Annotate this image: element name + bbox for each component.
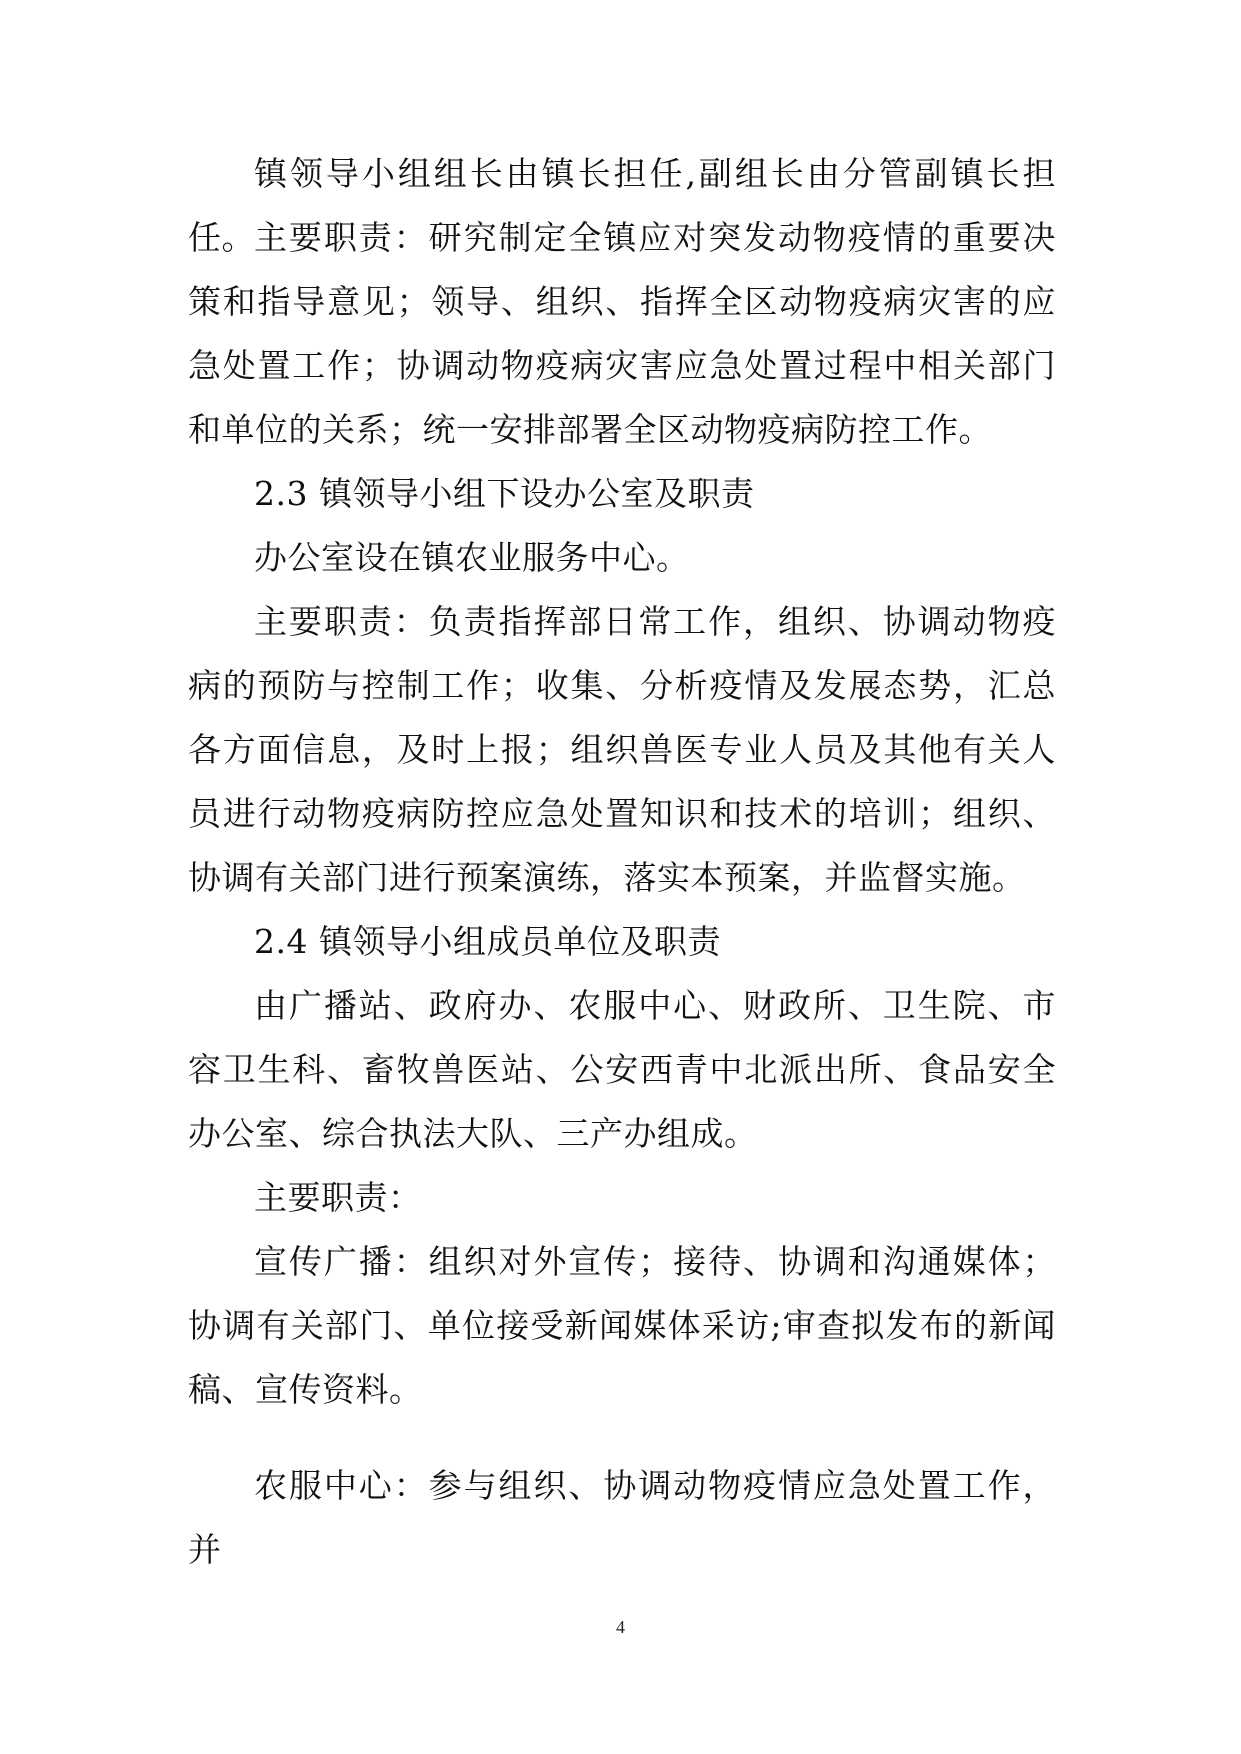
paragraph-office-location: 办公室设在镇农业服务中心。 — [254, 538, 690, 577]
section-heading-2-3: 2.3 镇领导小组下设办公室及职责 — [254, 474, 755, 513]
paragraph-leader-composition: 镇领导小组组长由镇长担任,副组长由分管副镇长担任。 — [188, 154, 1056, 257]
paragraph-agri-center-duties: 农服中心：参与组织、协调动物疫情应急处置工作，并 — [188, 1466, 1056, 1569]
paragraph-broadcast-duties: 宣传广播：组织对外宣传；接待、协调和沟通媒体；协调有关部门、单位接受新闻媒体采访;审查拟发布的新闻稿、宣传资料。 — [188, 1242, 1056, 1409]
paragraph-office-duties: 主要职责：负责指挥部日常工作，组织、协调动物疫病的预防与控制工作；收集、分析疫情及发展态势，汇总各方面信息，及时上报；组织兽医专业人员及其他有关人员进行动物疫病防控应急处置知识和技术的培训；组织、协调有关部门进行预案演练，落实本预案，并监督实施。 — [188, 602, 1056, 897]
paragraph-leader-duties: 主要职责：研究制定全镇应对突发动物疫情的重要决策和指导意见；领导、组织、指挥全区动物疫病灾害的应急处置工作；协调动物疫病灾害应急处置过程中相关部门和单位的关系；统一安排部署全区动物疫病防控工作。 — [188, 218, 1056, 449]
section-heading-2-4: 2.4 镇领导小组成员单位及职责 — [254, 922, 721, 961]
page-number: 4 — [616, 1617, 625, 1637]
paragraph-duties-label: 主要职责： — [254, 1178, 422, 1217]
paragraph-member-units: 由广播站、政府办、农服中心、财政所、卫生院、市容卫生科、畜牧兽医站、公安西青中北派出所、食品安全办公室、综合执法大队、三产办组成。 — [188, 986, 1056, 1153]
